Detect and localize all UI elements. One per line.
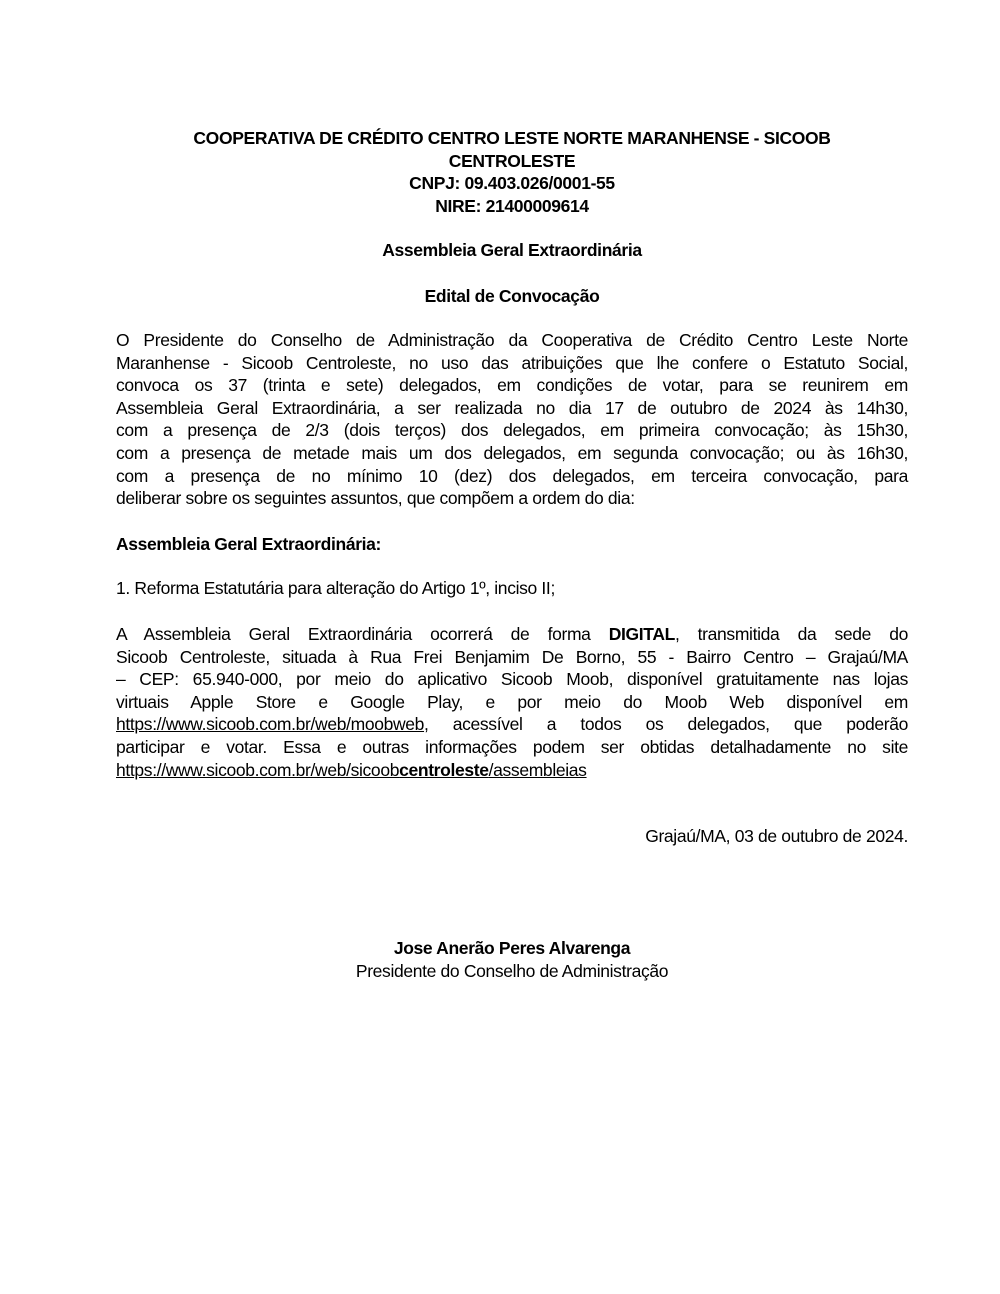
paragraph-line: com a presença de metade mais um dos delegados, em segunda convocação; ou às 16h30, <box>116 442 908 463</box>
paragraph-line <box>116 713 908 736</box>
assembleias-link[interactable] <box>116 760 587 780</box>
text: A Assembleia Geral Extraordinária ocorrerá de forma <box>116 624 609 644</box>
text: , transmitida da sede do <box>674 624 908 644</box>
document-header <box>116 127 908 217</box>
agenda-item: 1. Reforma Estatutária para alteração do Artigo 1º, inciso II; <box>116 578 555 598</box>
digital-paragraph <box>116 623 908 781</box>
paragraph-line: O Presidente do Conselho de Administração da Cooperativa de Crédito Centro Leste Norte <box>116 330 908 350</box>
signatory-name: Jose Anerão Peres Alvarenga <box>393 938 631 958</box>
paragraph-line: deliberar sobre os seguintes assuntos, que compõem a ordem do dia: <box>116 488 635 509</box>
agenda-heading: Assembleia Geral Extraordinária: <box>116 534 382 554</box>
convocation-paragraph <box>116 329 908 510</box>
link-part: https://www.sicoob.com.br/web/sicoob <box>116 759 400 780</box>
signatory-role: Presidente do Conselho de Administração <box>355 960 669 981</box>
edict-title: Edital de Convocação <box>424 286 600 306</box>
link-part: /assembleias <box>488 759 587 780</box>
paragraph-line: Maranhense - Sicoob Centroleste, no uso das atribuições que lhe confere o Estatuto Social, <box>116 352 908 373</box>
paragraph-line: Sicoob Centroleste, situada à Rua Frei Benjamim De Borno, 55 - Bairro Centro – Grajaú/MA <box>116 646 908 667</box>
paragraph-line: Assembleia Geral Extraordinária, a ser realizada no dia 17 de outubro de 2024 às 14h30, <box>116 397 908 418</box>
assembly-title: Assembleia Geral Extraordinária <box>382 240 642 260</box>
paragraph-line <box>116 759 908 782</box>
paragraph-line <box>116 623 908 646</box>
cooperative-name-cont: CENTROLESTE <box>448 150 576 171</box>
paragraph-line: participar e votar. Essa e outras informações podem ser obtidas detalhadamente no site <box>116 736 908 757</box>
paragraph-line: – CEP: 65.940-000, por meio do aplicativo Sicoob Moob, disponível gratuitamente nas lojas <box>116 669 908 690</box>
text: , acessível a todos os delegados, que poderão <box>424 714 908 735</box>
cooperative-name: COOPERATIVA DE CRÉDITO CENTRO LESTE NORTE MARANHENSE - SICOOB <box>193 128 831 148</box>
paragraph-line: com a presença de 2/3 (dois terços) dos delegados, em primeira convocação; às 15h30, <box>116 420 908 441</box>
date-line: Grajaú/MA, 03 de outubro de 2024. <box>645 826 908 846</box>
cnpj: CNPJ: 09.403.026/0001-55 <box>409 173 615 194</box>
paragraph-line: convoca os 37 (trinta e sete) delegados, em condições de votar, para se reunirem em <box>116 375 908 396</box>
moobweb-link[interactable]: https://www.sicoob.com.br/web/moobweb <box>116 714 425 735</box>
signature-block <box>116 937 908 982</box>
digital-emphasis: DIGITAL <box>608 624 675 644</box>
link-part: centroleste <box>399 759 489 780</box>
nire: NIRE: 21400009614 <box>435 195 589 216</box>
paragraph-line: virtuais Apple Store e Google Play, e por meio do Moob Web disponível em <box>116 691 908 712</box>
paragraph-line: com a presença de no mínimo 10 (dez) dos delegados, em terceira convocação, para <box>116 465 908 486</box>
